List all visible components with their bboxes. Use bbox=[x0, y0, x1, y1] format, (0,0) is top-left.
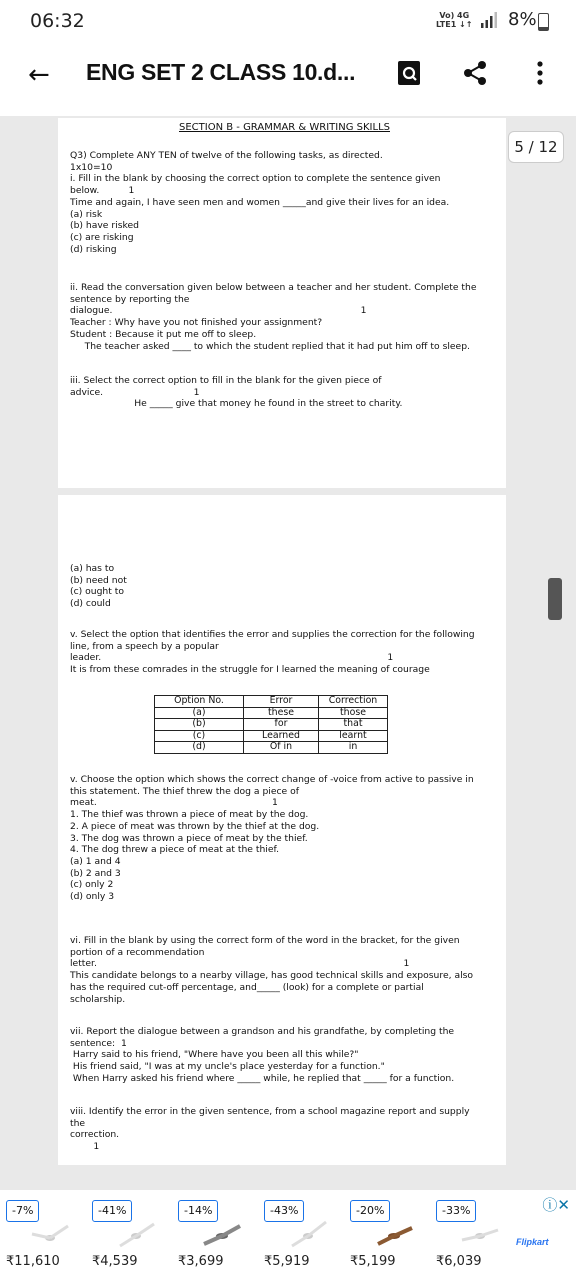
flipkart-logo: Flipkart bbox=[516, 1237, 549, 1247]
ceiling-fan-icon bbox=[374, 1216, 414, 1250]
table-cell: learnt bbox=[319, 730, 388, 742]
ceiling-fan-icon bbox=[116, 1216, 156, 1250]
ceiling-fan-icon bbox=[30, 1216, 70, 1250]
ad-product[interactable] bbox=[430, 1190, 514, 1280]
scrollbar-thumb[interactable] bbox=[548, 578, 562, 620]
question-block-voice: v. Choose the option which shows the correct change of -voice from active to passive in this statement. The thief threw the dog a piece of meat. 1 1. The thief was thrown a piece of meat by the dog. 2. A piece of meat was thrown by the thief at the dog. 3. The dog was thrown a piece of meat by the thief. 4. The dog threw a piece of meat at the thief. (a) 1 and 4 (b) 2 and 3 (c) only 2 (d) only 3 bbox=[70, 774, 474, 903]
ad-product[interactable] bbox=[172, 1190, 256, 1280]
table-header: Error bbox=[244, 696, 319, 708]
product-price: ₹4,539 bbox=[92, 1254, 138, 1269]
network-type: Vo) 4G bbox=[439, 11, 470, 20]
table-cell: (b) bbox=[155, 719, 244, 731]
table-cell: that bbox=[319, 719, 388, 731]
product-price: ₹11,610 bbox=[6, 1254, 60, 1269]
table-cell: these bbox=[244, 707, 319, 719]
status-time: 06:32 bbox=[30, 10, 85, 32]
options-block: (a) has to (b) need not (c) ought to (d) could bbox=[70, 563, 127, 610]
table-cell: Learned bbox=[244, 730, 319, 742]
error-correction-table bbox=[154, 695, 388, 754]
section-heading: SECTION B - GRAMMAR & WRITING SKILLS bbox=[179, 122, 390, 133]
discount-badge: -33% bbox=[436, 1200, 476, 1222]
question-block-v-error: v. Select the option that identifies the error and supplies the correction for the following line, from a speech by a popular leader. 1 It is from these comrades in the struggle for I learned the meaning of courage bbox=[70, 629, 475, 676]
document-title: ENG SET 2 CLASS 10.d... bbox=[86, 59, 356, 85]
ceiling-fan-icon bbox=[202, 1216, 242, 1250]
network-lte: LTE1 ↓↑ bbox=[436, 20, 473, 29]
ad-info-close-icon[interactable]: ⓘ✕ bbox=[542, 1196, 570, 1214]
question-block-vi: vi. Fill in the blank by using the correct form of the word in the bracket, for the given portion of a recommendation letter. 1 This candidate belongs to a nearby village, has good technical skills and exposure, also has the required cut-off percentage, and_____ (look) for a complete or partial scholarship. bbox=[70, 935, 474, 1005]
product-price: ₹5,919 bbox=[264, 1254, 310, 1269]
discount-badge: -7% bbox=[6, 1200, 39, 1222]
question-block-vii: vii. Report the dialogue between a grandson and his grandfathe, by completing the sentence: 1 Harry said to his friend, "Where have you been all this while?" His friend said, "I was at my uncle's place yesterday for a function." When Harry asked his friend where _____ while, he replied that _____ for a function. bbox=[70, 1026, 455, 1084]
ad-product[interactable] bbox=[258, 1190, 342, 1280]
status-bar bbox=[0, 0, 576, 40]
battery-icon bbox=[538, 13, 549, 31]
table-row bbox=[155, 719, 388, 731]
discount-badge: -43% bbox=[264, 1200, 304, 1222]
table-row bbox=[155, 742, 388, 754]
question-block-i: Q3) Complete ANY TEN of twelve of the following tasks, as directed. 1x10=10 i. Fill in the blank by choosing the correct option to complete the sentence given below. 1 Time and again, I have seen men and women _____and give their lives for an idea. (a) risk (b) have risked (c) are risking (d) risking bbox=[70, 150, 450, 255]
discount-badge: -20% bbox=[350, 1200, 390, 1222]
more-options-icon[interactable] bbox=[532, 58, 548, 88]
product-price: ₹6,039 bbox=[436, 1254, 482, 1269]
question-block-viii: viii. Identify the error in the given sentence, from a school magazine report and supply the correction. 1 bbox=[70, 1106, 470, 1153]
ad-product[interactable] bbox=[86, 1190, 170, 1280]
question-block-ii: ii. Read the conversation given below between a teacher and her student. Complete the sentence by reporting the dialogue. 1 Teacher : Why have you not finished your assignment? Student : Because it put me off to sleep. The teacher asked ____ to which the student replied that it had put him off to sleep. bbox=[70, 282, 477, 352]
ad-product[interactable] bbox=[344, 1190, 428, 1280]
ad-banner[interactable] bbox=[0, 1190, 576, 1280]
ceiling-fan-icon bbox=[288, 1216, 328, 1250]
table-cell: in bbox=[319, 742, 388, 754]
table-cell: (a) bbox=[155, 707, 244, 719]
page-indicator: 5 / 12 bbox=[508, 131, 564, 163]
discount-badge: -41% bbox=[92, 1200, 132, 1222]
app-bar bbox=[0, 40, 576, 116]
table-row bbox=[155, 707, 388, 719]
table-cell: Of in bbox=[244, 742, 319, 754]
share-icon[interactable] bbox=[460, 58, 490, 88]
back-arrow-icon[interactable]: ← bbox=[28, 60, 50, 90]
product-price: ₹5,199 bbox=[350, 1254, 396, 1269]
table-header-row bbox=[155, 696, 388, 708]
table-cell: (c) bbox=[155, 730, 244, 742]
discount-badge: -14% bbox=[178, 1200, 218, 1222]
table-cell: those bbox=[319, 707, 388, 719]
ceiling-fan-icon bbox=[460, 1216, 500, 1250]
search-in-document-icon[interactable] bbox=[395, 58, 425, 88]
table-cell: (d) bbox=[155, 742, 244, 754]
table-row bbox=[155, 730, 388, 742]
table-header: Option No. bbox=[155, 696, 244, 708]
network-indicator bbox=[436, 11, 472, 29]
ad-product[interactable] bbox=[0, 1190, 84, 1280]
question-block-iii: iii. Select the correct option to fill in the blank for the given piece of advice. 1 He _____ give that money he found in the street to charity. bbox=[70, 375, 403, 410]
signal-icon bbox=[480, 12, 498, 28]
product-price: ₹3,699 bbox=[178, 1254, 224, 1269]
table-header: Correction bbox=[319, 696, 388, 708]
table-cell: for bbox=[244, 719, 319, 731]
battery-percent: 8% bbox=[508, 9, 537, 30]
